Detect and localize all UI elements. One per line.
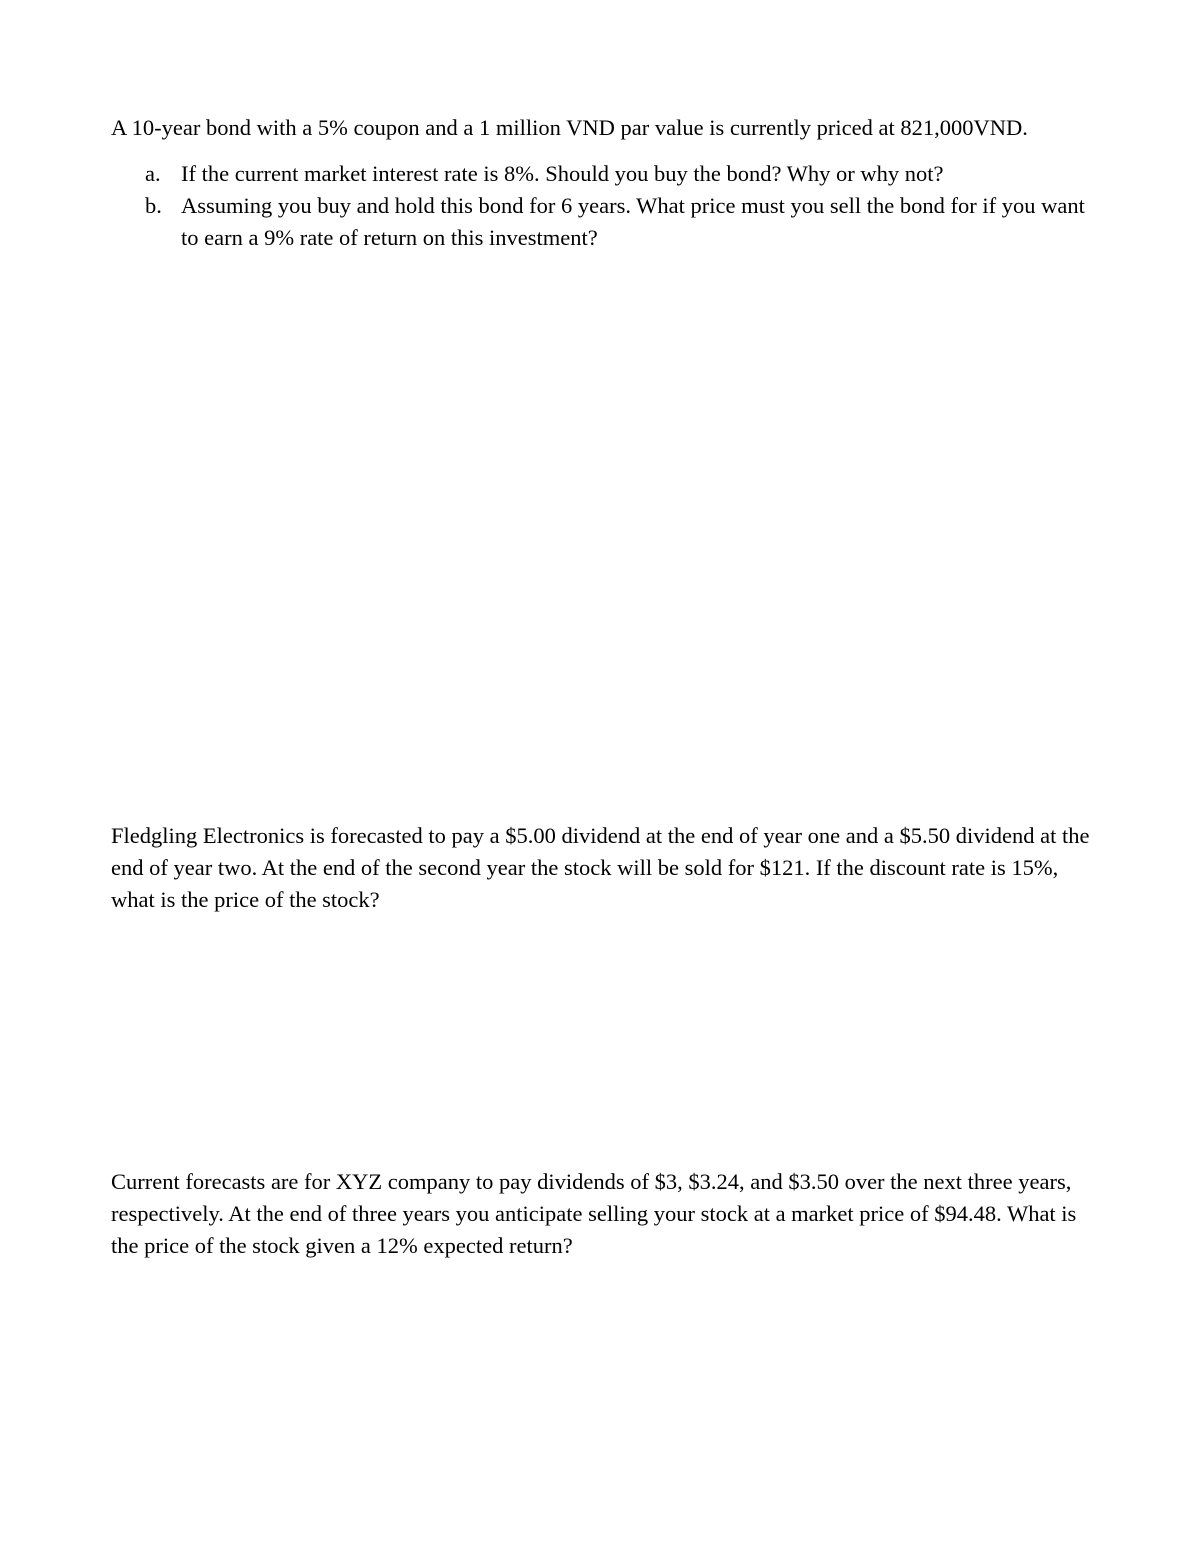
sub-question-text: Assuming you buy and hold this bond for 6 years. What price must you sell the bond for if you want to earn a 9% rate of return on this investment? — [181, 193, 1085, 250]
question-xyz — [111, 1166, 1096, 1262]
sub-question-text: If the current market interest rate is 8%. Should you buy the bond? Why or why not? — [181, 161, 944, 186]
sub-question-list — [111, 158, 1096, 254]
question-fledgling — [111, 820, 1096, 916]
sub-question-item — [111, 190, 1096, 254]
list-marker: b. — [145, 193, 162, 218]
sub-question-item — [111, 158, 1096, 190]
question-text: Fledgling Electronics is forecasted to pay a $5.00 dividend at the end of year one and a $5.50 dividend at the end of year two. At the end of the second year the stock will be sold for $121. If the discount rate is 15%, what is the price of the stock? — [111, 823, 1090, 912]
question-bond — [111, 112, 1096, 254]
question-text: A 10-year bond with a 5% coupon and a 1 million VND par value is currently priced at 821,000VND. — [111, 115, 1028, 140]
question-text: Current forecasts are for XYZ company to pay dividends of $3, $3.24, and $3.50 over the next three years, respectively. At the end of three years you anticipate selling your stock at a market price of $94.48. What is the price of the stock given a 12% expected return? — [111, 1169, 1077, 1258]
list-marker: a. — [145, 161, 161, 186]
